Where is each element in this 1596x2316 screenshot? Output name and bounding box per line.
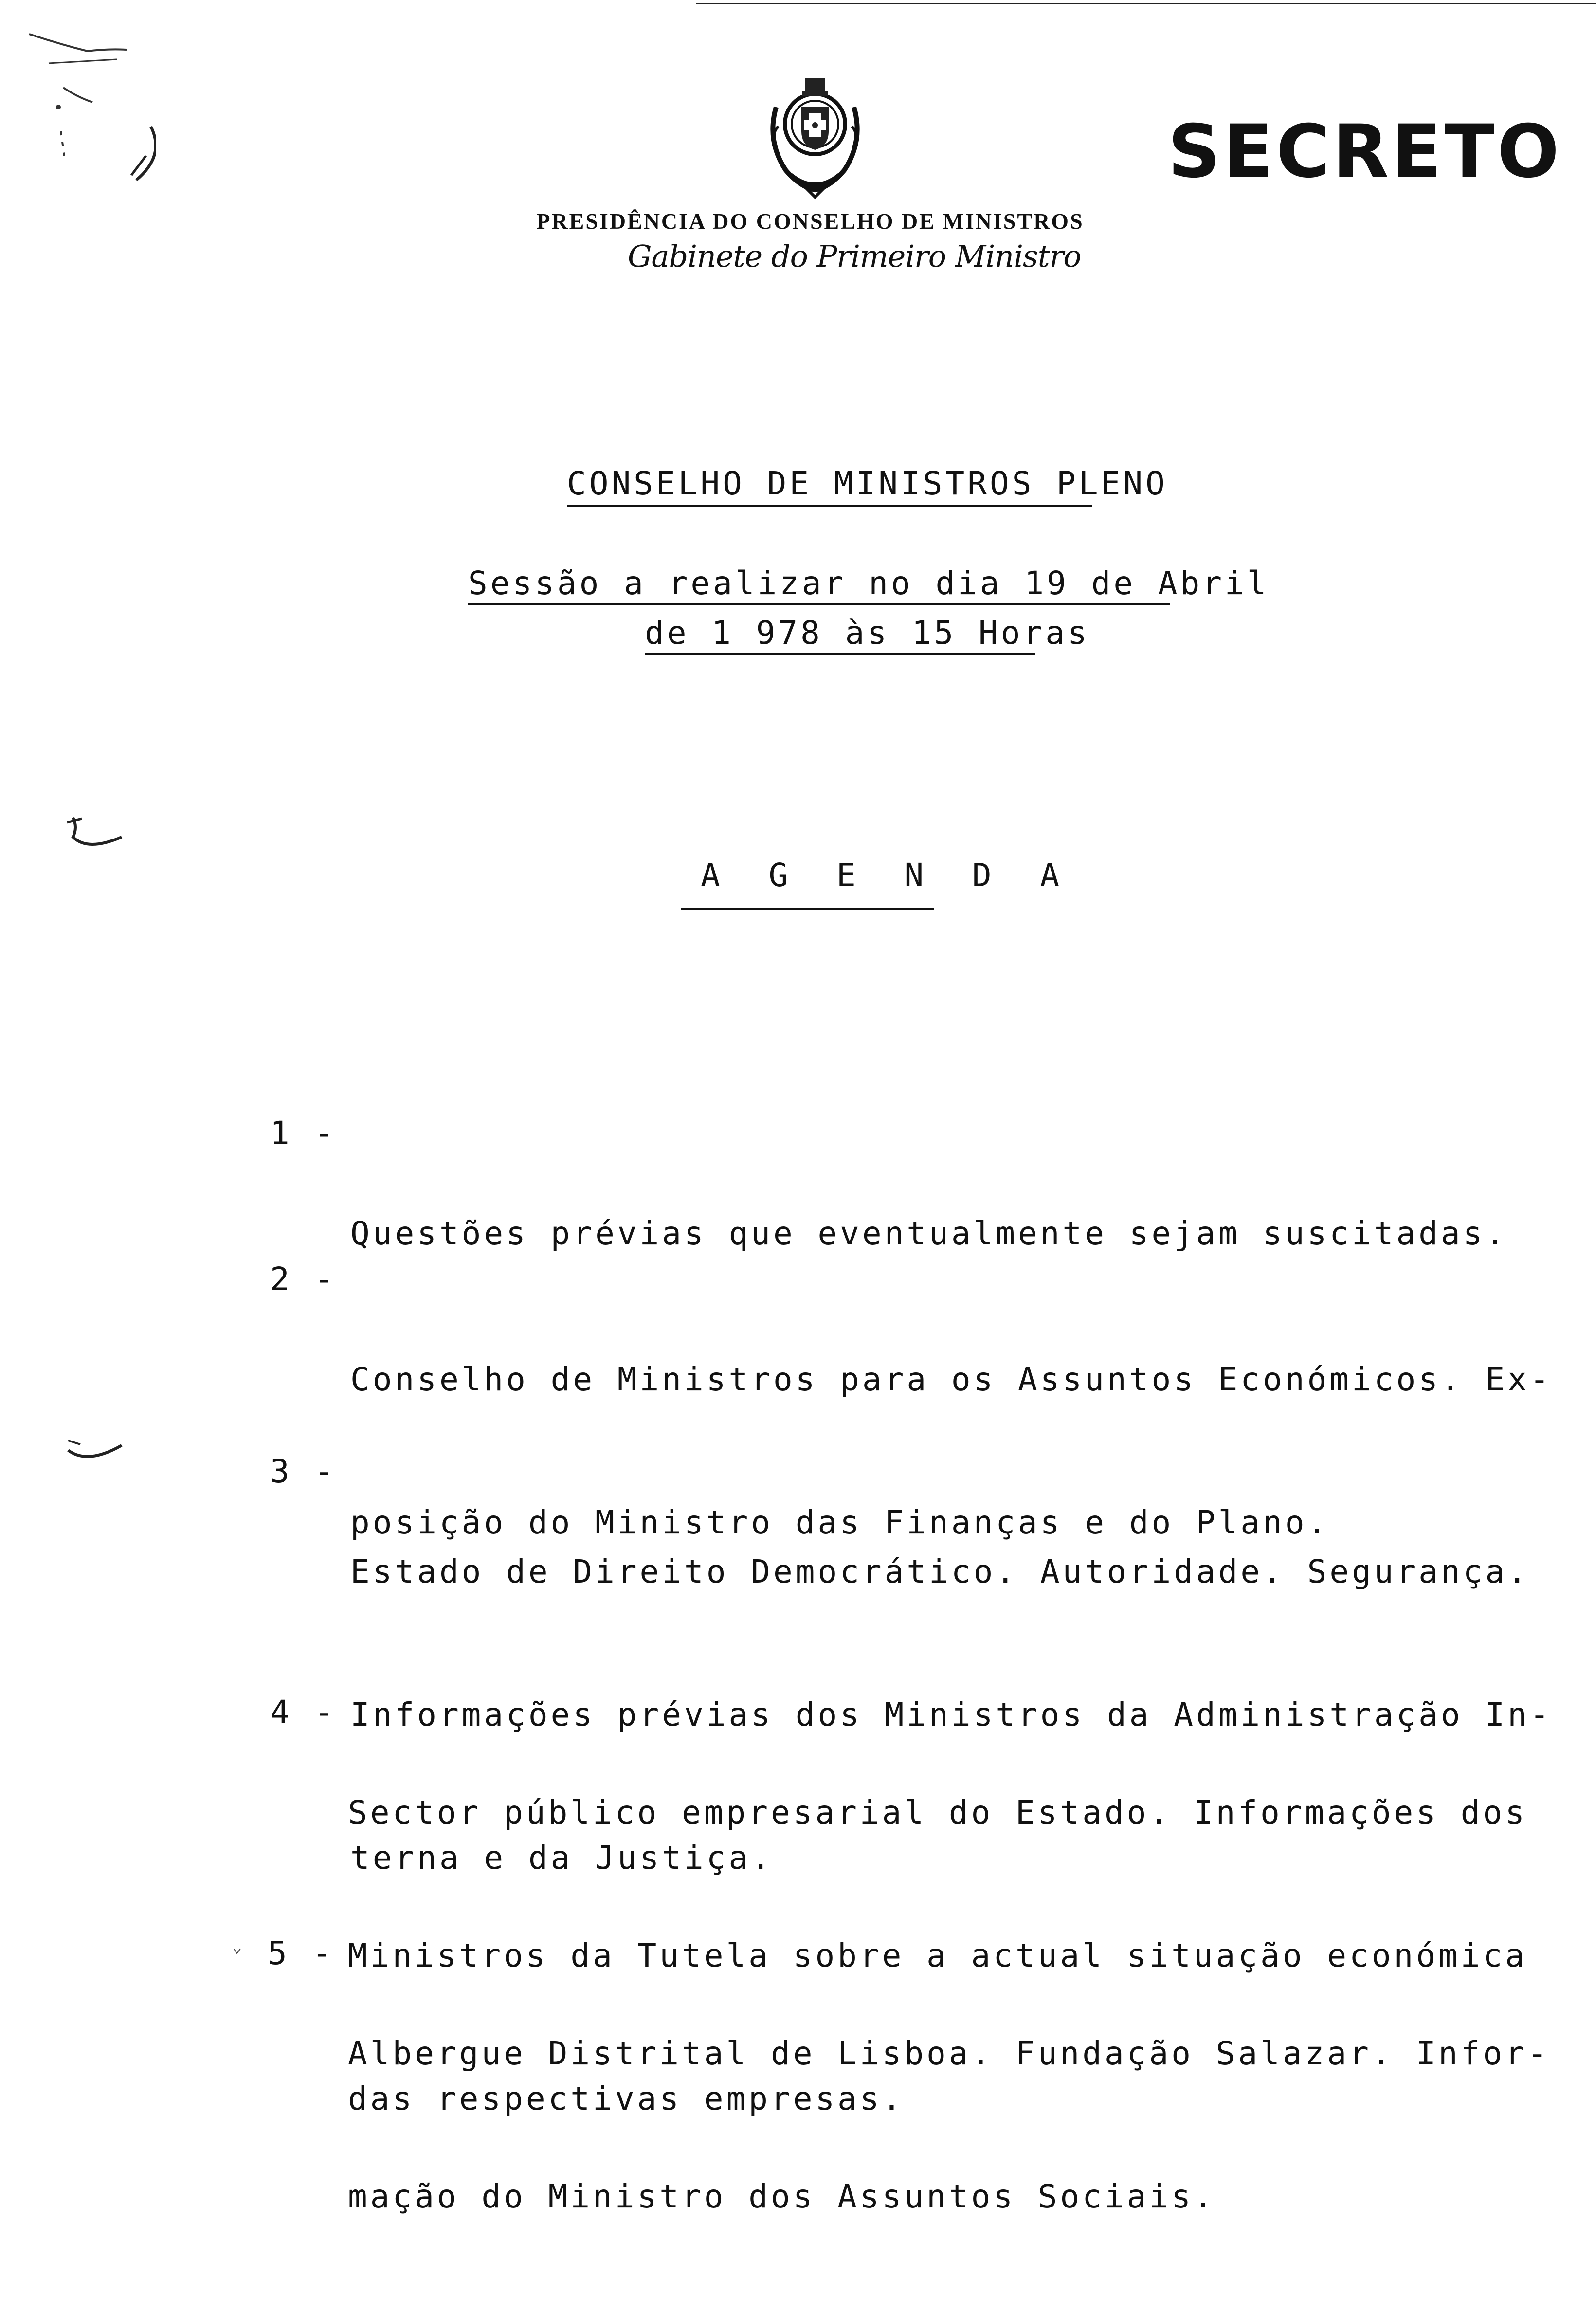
session-underline-2 (645, 653, 1035, 655)
agenda-item-number: 5 - (268, 1934, 335, 1972)
small-tick-mark (233, 1947, 242, 1956)
title-underline (567, 505, 1092, 507)
agenda-item-line: das respectivas empresas. (348, 2080, 905, 2117)
agenda-item-line: Conselho de Ministros para os Assuntos Económicos. Ex- (350, 1361, 1552, 1398)
document-title: CONSELHO DE MINISTROS PLENO (567, 465, 1168, 502)
agenda-item-line: mação do Ministro dos Assuntos Sociais. (348, 2178, 1216, 2215)
institution-letterhead: PRESIDÊNCIA DO CONSELHO DE MINISTROS (536, 209, 1084, 234)
agenda-item-number: 4 - (270, 1694, 337, 1731)
agenda-item-line: Questões prévias que eventualmente sejam suscitadas. (350, 1215, 1508, 1252)
session-underline-1 (468, 603, 1170, 605)
agenda-item-line: Ministros da Tutela sobre a actual situação económica (348, 1937, 1527, 1974)
agenda-heading: A G E N D A (701, 857, 1074, 894)
agenda-item-line: terna e da Justiça. (350, 1839, 773, 1877)
agenda-item-line: Estado de Direito Democrático. Autoridade. Segurança. (350, 1553, 1530, 1590)
agenda-item-line: Informações prévias dos Ministros da Administração In- (350, 1696, 1552, 1733)
agenda-item-text (348, 1934, 1550, 2316)
classification-stamp: SECRETO (1168, 109, 1562, 194)
handwritten-check-mark-2 (58, 1431, 136, 1479)
agenda-item-number: 1 - (270, 1114, 337, 1152)
handwritten-check-mark-1 (58, 808, 136, 861)
agenda-underline (681, 908, 934, 910)
agenda-item-number: 3 - (270, 1453, 337, 1490)
office-letterhead-script: Gabinete do Primeiro Ministro (628, 238, 1081, 274)
agenda-item-line: Sector público empresarial do Estado. Informações dos (348, 1794, 1527, 1831)
top-edge-rule (696, 3, 1596, 4)
handwritten-margin-marks (19, 15, 156, 200)
session-line-2: de 1 978 às 15 Horas (645, 614, 1090, 652)
agenda-item-line: Albergue Distrital de Lisboa. Fundação Salazar. Infor- (348, 2035, 1550, 2072)
portuguese-coat-of-arms-emblem (757, 73, 873, 200)
agenda-item-line: posição do Ministro das Finanças e do Plano. (350, 1504, 1330, 1541)
agenda-item-number: 2 - (270, 1260, 337, 1298)
session-line-1: Sessão a realizar no dia 19 de Abril (468, 565, 1270, 602)
